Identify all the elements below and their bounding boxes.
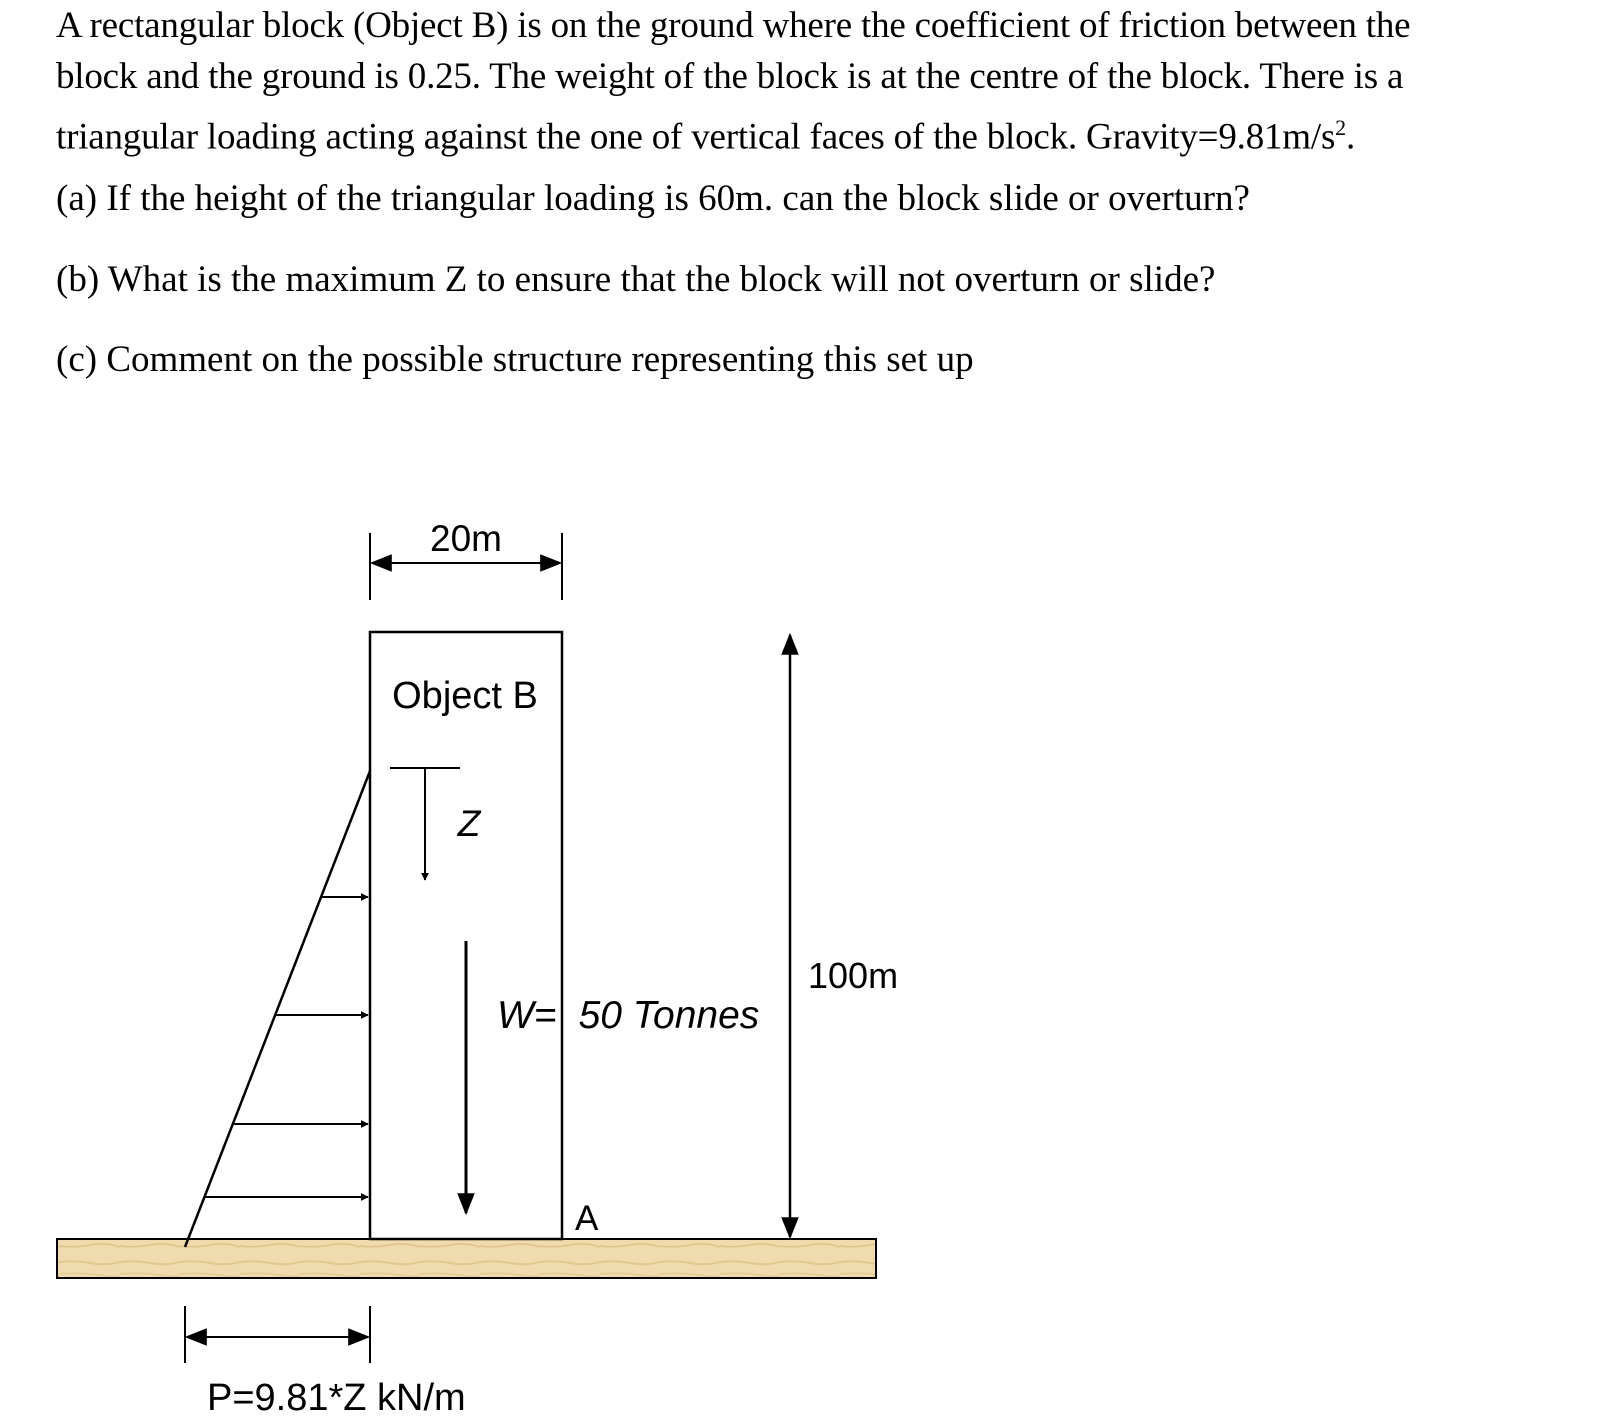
intro-line-3: triangular loading acting against the one of vertical faces of the block. Gravity=9.81m/s	[56, 116, 1336, 158]
weight-label-prefix: W=	[497, 994, 557, 1037]
object-b-label: Object B	[392, 675, 538, 717]
intro-line-3-end: .	[1345, 116, 1356, 158]
question-b: (b) What is the maximum Z to ensure that the block will not overturn or slide?	[56, 259, 1216, 300]
height-label: 100m	[808, 955, 899, 996]
load-diagonal	[185, 771, 370, 1247]
ground	[57, 1239, 876, 1278]
question-a: (a) If the height of the triangular loading is 60m. can the block slide or overturn?	[56, 178, 1250, 219]
intro-line-1: A rectangular block (Object B) is on the ground where the coefficient of friction between the	[56, 5, 1411, 46]
z-label: Z	[457, 803, 481, 844]
width-label: 20m	[430, 518, 502, 559]
point-a-label: A	[575, 1199, 599, 1238]
load-magnitude-dimension	[185, 1306, 370, 1363]
load-label: P=9.81*Z kN/m	[207, 1377, 466, 1418]
intro-superscript: 2	[1335, 115, 1346, 140]
intro-line-2: block and the ground is 0.25. The weight of the block is at the centre of the block. There is a	[56, 56, 1404, 97]
question-c: (c) Comment on the possible structure representing this set up	[56, 339, 974, 380]
triangular-loading	[185, 771, 370, 1247]
weight-label	[497, 994, 759, 1037]
weight-label-value: 50 Tonnes	[578, 994, 760, 1037]
